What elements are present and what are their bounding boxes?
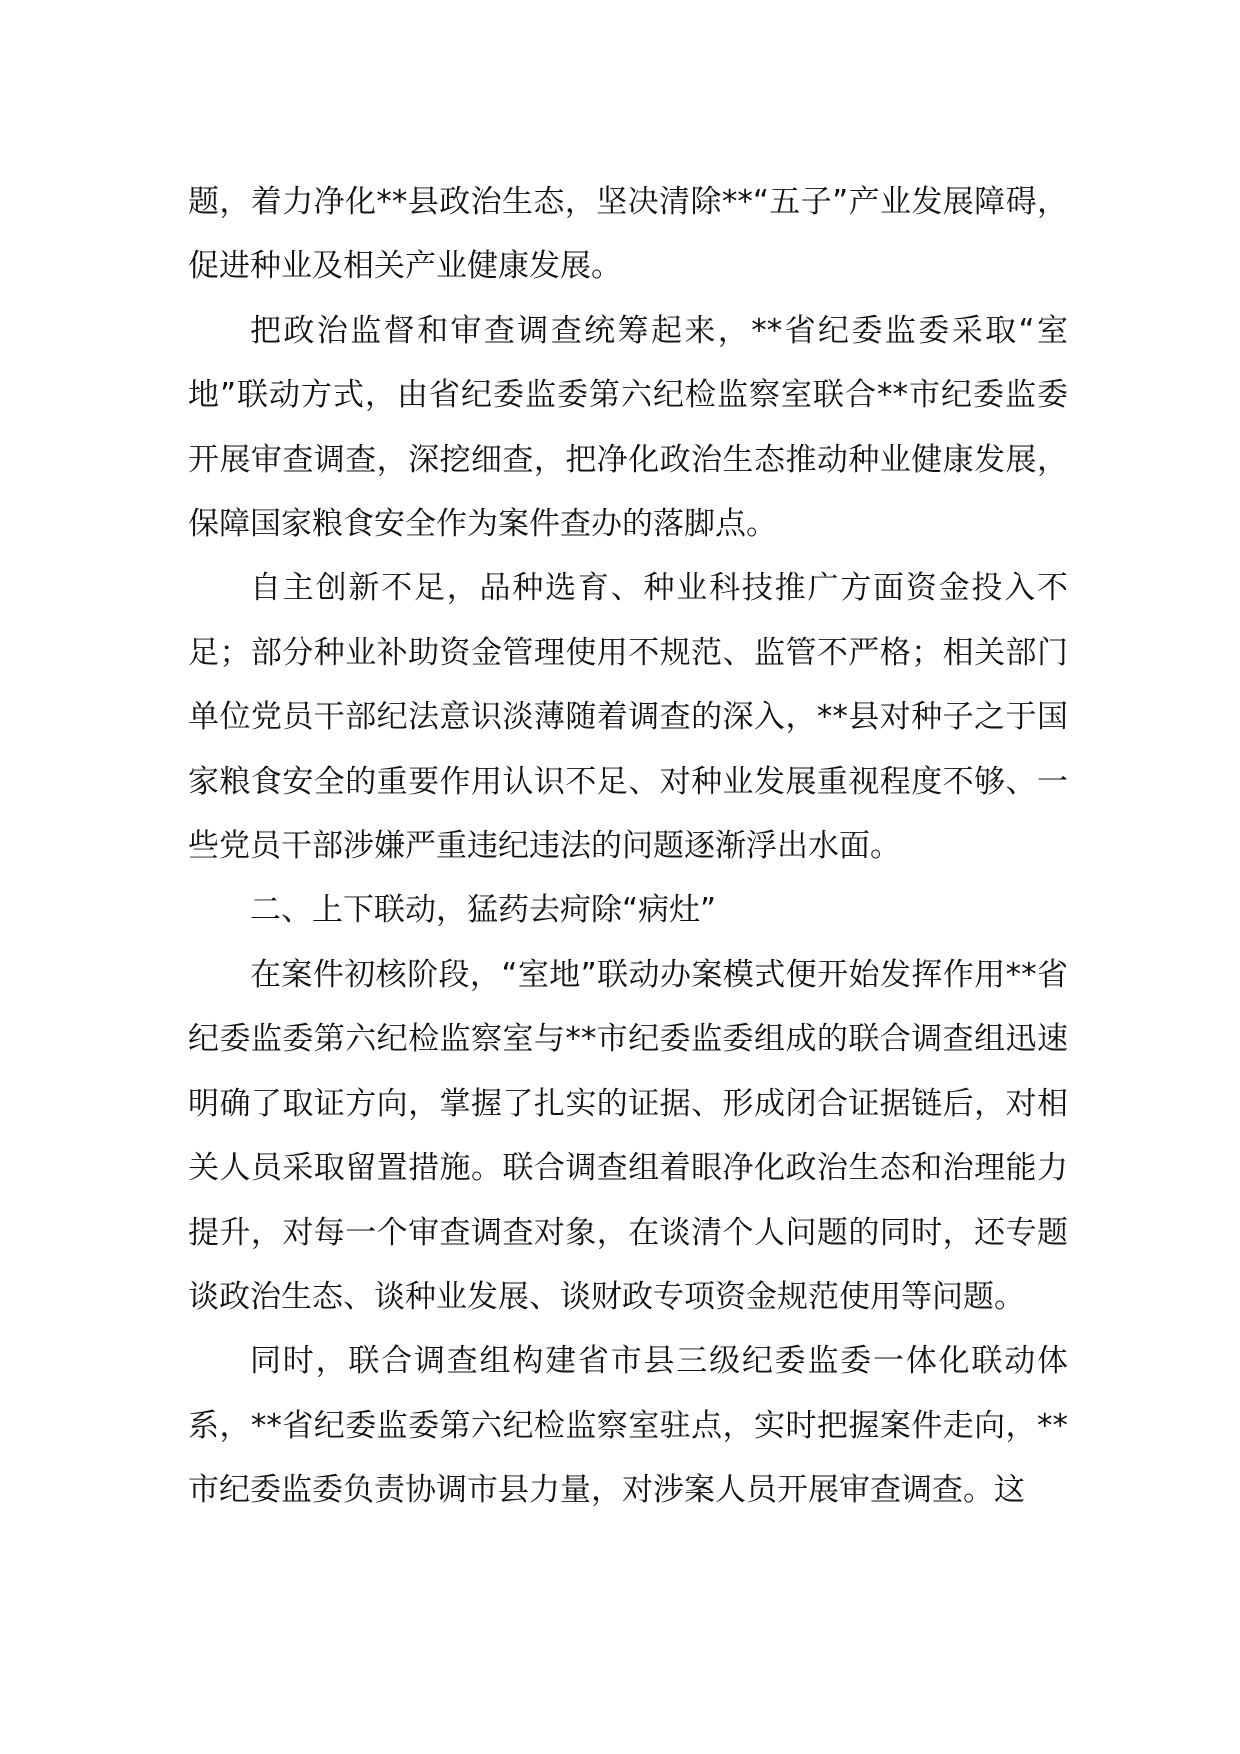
- paragraph-initial-verification: 在案件初核阶段，“室地”联动办案模式便开始发挥作用**省纪委监委第六纪检监察室与**市纪委监委组成的联合调查组迅速明确了取证方向，掌握了扎实的证据、形成闭合证据链后，对相关人员采取留置措施。联合调查组着眼净化政治生态和治理能力提升，对每一个审查调查对象，在谈清个人问题的同时，还专题谈政治生态、谈种业发展、谈财政专项资金规范使用等问题。: [188, 956, 1068, 1315]
- section-heading-2: 二、上下联动，猛药去疴除“病灶”: [250, 892, 717, 929]
- document-body: [188, 170, 1068, 1523]
- paragraph-political-supervision: 把政治监督和审查调查统筹起来，**省纪委监委采取“室地”联动方式，由省纪委监委第六纪检监察室联合**市纪委监委开展审查调查，深挖细查，把净化政治生态推动种业健康发展，保障国家粮食安全作为案件查办的落脚点。: [188, 312, 1068, 543]
- paragraph-problems-found: 自主创新不足，品种选育、种业科技推广方面资金投入不足；部分种业补助资金管理使用不规范、监管不严格；相关部门单位党员干部纪法意识淡薄随着调查的深入，**县对种子之于国家粮食安全的重要作用认识不足、对种业发展重视程度不够、一些党员干部涉嫌严重违纪违法的问题逐渐浮出水面。: [188, 570, 1068, 865]
- paragraph-joint-system: 同时，联合调查组构建省市县三级纪委监委一体化联动体系，**省纪委监委第六纪检监察室驻点，实时把握案件走向，**市纪委监委负责协调市县力量，对涉案人员开展审查调查。这: [188, 1343, 1068, 1509]
- paragraph-continuation: 题，着力净化**县政治生态，坚决清除**“五子”产业发展障碍，促进种业及相关产业健康发展。: [188, 184, 1068, 285]
